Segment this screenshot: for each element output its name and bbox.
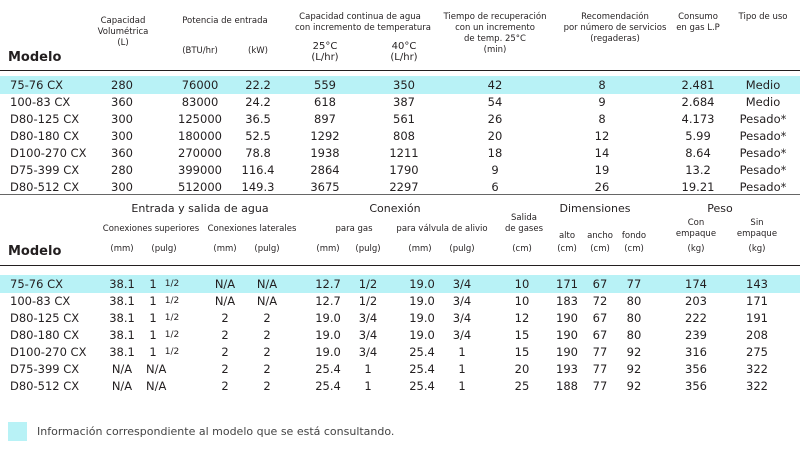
cell-al-pulg: 3/4 — [452, 294, 472, 308]
cell-modelo: D75-399 CX — [10, 163, 80, 177]
al-mm-unit: (mm) — [408, 244, 432, 254]
cell-capacidad: 300 — [111, 112, 133, 126]
cell-con-empaque: 356 — [685, 379, 707, 393]
cell-con-empaque: 203 — [685, 294, 707, 308]
btu-unit: (BTU/hr) — [182, 46, 218, 56]
cell-btu: 180000 — [178, 129, 222, 143]
dimensiones-title: Dimensiones — [559, 202, 631, 215]
cell-gas-mm: 19.0 — [315, 311, 341, 325]
cell-sin-empaque: 191 — [746, 311, 768, 325]
table-row — [0, 344, 800, 361]
cell-uso: Pesado* — [739, 180, 787, 194]
cell-ancho: 67 — [592, 328, 608, 342]
cell-lat-mm: N/A — [214, 277, 236, 291]
cell-gas-mm: 19.0 — [315, 345, 341, 359]
recomendacion-header: Recomendación por número de servicios (regaderas) — [563, 12, 667, 44]
table-row — [0, 310, 800, 327]
cell-ancho: 77 — [592, 345, 608, 359]
cell-lat-pulg: N/A — [256, 294, 278, 308]
cell-servicios: 8 — [598, 112, 606, 126]
sin-header: Sin empaque — [736, 218, 778, 239]
cell-sup-mm: N/A — [111, 362, 133, 376]
cell-recuperacion: 18 — [487, 146, 503, 160]
cell-uso: Pesado* — [739, 163, 787, 177]
cell-sin-empaque: 275 — [746, 345, 768, 359]
cell-uso: Medio — [745, 78, 781, 92]
salida-cm-unit: (cm) — [512, 244, 532, 254]
cell-sin-empaque: 143 — [746, 277, 768, 291]
cell-gas-mm: 12.7 — [315, 277, 341, 291]
cell-servicios: 12 — [594, 129, 610, 143]
cell-gas-mm: 25.4 — [315, 379, 341, 393]
cell-t25: 1292 — [310, 129, 340, 143]
cell-gas-pulg: 3/4 — [358, 345, 378, 359]
cell-sup-frac: 1/2 — [164, 330, 180, 340]
cell-al-mm: 19.0 — [409, 277, 435, 291]
cell-uso: Pesado* — [739, 129, 787, 143]
cell-alto: 193 — [556, 362, 578, 376]
cell-servicios: 26 — [594, 180, 610, 194]
cell-modelo: 75-76 CX — [10, 277, 63, 291]
cell-ancho: 67 — [592, 277, 608, 291]
cell-gas-pulg: 3/4 — [358, 328, 378, 342]
cell-lat-pulg: 2 — [263, 328, 271, 342]
gas-pulg-unit: (pulg) — [355, 244, 381, 254]
cell-kw: 22.2 — [245, 78, 271, 92]
cell-fondo: 92 — [626, 345, 642, 359]
alto-header: alto — [558, 231, 576, 241]
cell-consumo: 4.173 — [681, 112, 715, 126]
potencia-header: Potencia de entrada — [182, 16, 268, 26]
cell-capacidad: 280 — [111, 78, 133, 92]
cell-modelo: D80-180 CX — [10, 328, 80, 342]
conexion-title: Conexión — [369, 202, 421, 215]
cell-capacidad: 300 — [111, 129, 133, 143]
cell-sup-mm: 38.1 — [109, 328, 135, 342]
cell-gas-mm: 12.7 — [315, 294, 341, 308]
cell-modelo: D75-399 CX — [10, 362, 80, 376]
cell-recuperacion: 20 — [487, 129, 503, 143]
cell-al-pulg: 1 — [458, 362, 466, 376]
al-pulg-unit: (pulg) — [449, 244, 475, 254]
fondo-header: fondo — [621, 231, 647, 241]
table-row — [0, 162, 800, 179]
cell-t25: 3675 — [310, 180, 340, 194]
cell-al-mm: 19.0 — [409, 311, 435, 325]
modelo-header: Modelo — [8, 50, 62, 65]
cell-al-mm: 25.4 — [409, 345, 435, 359]
cell-con-empaque: 174 — [685, 277, 707, 291]
con-header: Con empaque — [675, 218, 717, 239]
cell-sup-mm: 38.1 — [109, 277, 135, 291]
cell-fondo: 77 — [626, 277, 642, 291]
cell-btu: 76000 — [181, 78, 219, 92]
cell-salida: 10 — [514, 294, 530, 308]
cell-consumo: 2.684 — [681, 95, 715, 109]
cell-salida: 10 — [514, 277, 530, 291]
cell-sup-frac: 1/2 — [164, 313, 180, 323]
cell-lat-mm: N/A — [214, 294, 236, 308]
cell-modelo: D80-125 CX — [10, 311, 80, 325]
gas-header: para gas — [335, 224, 373, 234]
cell-t40: 1211 — [389, 146, 419, 160]
table-row — [0, 327, 800, 344]
cell-lat-mm: 2 — [221, 379, 229, 393]
uso-header: Tipo de uso — [738, 12, 788, 22]
cell-con-empaque: 316 — [685, 345, 707, 359]
cell-gas-mm: 25.4 — [315, 362, 341, 376]
alto-cm-unit: (cm) — [557, 244, 577, 254]
cell-modelo: D100-270 CX — [10, 345, 87, 359]
cell-lat-pulg: N/A — [256, 277, 278, 291]
cell-kw: 78.8 — [245, 146, 271, 160]
sup-header: Conexiones superiores — [102, 224, 200, 234]
cell-ancho: 67 — [592, 311, 608, 325]
cell-servicios: 8 — [598, 78, 606, 92]
cell-capacidad: 360 — [111, 95, 133, 109]
capacidad-header: Capacidad Volumétrica (L) — [97, 16, 149, 48]
cell-fondo: 92 — [626, 362, 642, 376]
cell-gas-pulg: 3/4 — [358, 311, 378, 325]
table-row — [0, 128, 800, 145]
cell-sup-frac: 1/2 — [164, 279, 180, 289]
cell-sup-mm: 38.1 — [109, 294, 135, 308]
cell-con-empaque: 222 — [685, 311, 707, 325]
cell-salida: 25 — [514, 379, 530, 393]
cell-uso: Pesado* — [739, 146, 787, 160]
cell-t40: 808 — [393, 129, 415, 143]
cell-al-pulg: 1 — [458, 379, 466, 393]
cell-modelo: D80-125 CX — [10, 112, 80, 126]
cell-t40: 561 — [393, 112, 415, 126]
cell-salida: 20 — [514, 362, 530, 376]
cell-sup-pulg: N/A — [146, 362, 167, 376]
cell-gas-pulg: 1 — [364, 362, 372, 376]
cell-consumo: 8.64 — [685, 146, 711, 160]
cell-sup-pulg: 1 — [149, 311, 157, 325]
fondo-cm-unit: (cm) — [624, 244, 644, 254]
cell-fondo: 80 — [626, 311, 642, 325]
cell-kw: 52.5 — [245, 129, 271, 143]
cell-gas-pulg: 1/2 — [358, 294, 378, 308]
cell-t25: 2864 — [310, 163, 340, 177]
cell-lat-mm: 2 — [221, 362, 229, 376]
cell-con-empaque: 356 — [685, 362, 707, 376]
legend-swatch — [8, 422, 27, 441]
cell-sup-pulg: 1 — [149, 328, 157, 342]
cell-gas-mm: 19.0 — [315, 328, 341, 342]
cell-t40: 1790 — [389, 163, 419, 177]
peso-title: Peso — [707, 202, 733, 215]
cell-sup-pulg: 1 — [149, 294, 157, 308]
cell-sup-frac: 1/2 — [164, 296, 180, 306]
cell-btu: 125000 — [178, 112, 222, 126]
cell-kw: 149.3 — [241, 180, 275, 194]
cell-consumo: 2.481 — [681, 78, 715, 92]
cell-alto: 190 — [556, 311, 578, 325]
cell-capacidad: 300 — [111, 180, 133, 194]
salida-header: Salida de gases — [504, 213, 544, 234]
cell-t25: 559 — [314, 78, 336, 92]
cell-lat-mm: 2 — [221, 328, 229, 342]
cell-al-mm: 25.4 — [409, 362, 435, 376]
cell-sup-pulg: 1 — [149, 345, 157, 359]
cell-lat-pulg: 2 — [263, 379, 271, 393]
cell-servicios: 9 — [598, 95, 606, 109]
table1-bottom-rule — [0, 194, 800, 195]
cell-salida: 15 — [514, 328, 530, 342]
modelo-header-2: Modelo — [8, 244, 62, 259]
cell-capacidad: 280 — [111, 163, 133, 177]
cell-modelo: 100-83 CX — [10, 95, 71, 109]
cell-recuperacion: 42 — [487, 78, 503, 92]
cell-fondo: 92 — [626, 379, 642, 393]
sup-pulg-unit: (pulg) — [151, 244, 177, 254]
cell-t40: 350 — [393, 78, 415, 92]
cell-btu: 512000 — [178, 180, 222, 194]
cell-modelo: D80-512 CX — [10, 379, 80, 393]
cell-kw: 24.2 — [245, 95, 271, 109]
cell-alto: 183 — [556, 294, 578, 308]
cell-alto: 190 — [556, 345, 578, 359]
cell-uso: Medio — [745, 95, 781, 109]
ancho-cm-unit: (cm) — [590, 244, 610, 254]
cell-modelo: 75-76 CX — [10, 78, 63, 92]
cell-modelo: D80-180 CX — [10, 129, 80, 143]
cell-btu: 399000 — [178, 163, 222, 177]
cell-recuperacion: 26 — [487, 112, 503, 126]
cell-consumo: 5.99 — [685, 129, 711, 143]
cell-ancho: 72 — [592, 294, 608, 308]
cell-ancho: 77 — [592, 362, 608, 376]
cell-gas-pulg: 1 — [364, 379, 372, 393]
cell-sup-pulg: N/A — [146, 379, 167, 393]
sup-mm-unit: (mm) — [110, 244, 134, 254]
cell-fondo: 80 — [626, 294, 642, 308]
cell-t25: 897 — [314, 112, 336, 126]
cell-uso: Pesado* — [739, 112, 787, 126]
cell-sup-frac: 1/2 — [164, 347, 180, 357]
cell-lat-mm: 2 — [221, 345, 229, 359]
cell-t40: 387 — [393, 95, 415, 109]
table-row — [0, 145, 800, 162]
cell-recuperacion: 54 — [487, 95, 503, 109]
ancho-header: ancho — [587, 231, 613, 241]
table-row — [0, 94, 800, 111]
cell-btu: 270000 — [178, 146, 222, 160]
cell-ancho: 77 — [592, 379, 608, 393]
continua-header: Capacidad continua de agua con incremento de temperatura — [295, 12, 431, 33]
cell-t40: 2297 — [389, 180, 419, 194]
cell-al-mm: 25.4 — [409, 379, 435, 393]
t40-header: 40°C (L/hr) — [390, 41, 418, 63]
table1-divider — [0, 70, 800, 71]
cell-modelo: 100-83 CX — [10, 294, 71, 308]
cell-lat-mm: 2 — [221, 311, 229, 325]
cell-al-pulg: 3/4 — [452, 311, 472, 325]
cell-sin-empaque: 322 — [746, 379, 768, 393]
cell-salida: 12 — [514, 311, 530, 325]
legend-text: Información correspondiente al modelo que se está consultando. — [37, 425, 395, 438]
cell-al-mm: 19.0 — [409, 294, 435, 308]
cell-sin-empaque: 322 — [746, 362, 768, 376]
cell-capacidad: 360 — [111, 146, 133, 160]
cell-t25: 618 — [314, 95, 336, 109]
cell-kw: 116.4 — [241, 163, 275, 177]
con-kg-unit: (kg) — [687, 244, 705, 254]
table-row — [0, 378, 800, 395]
cell-recuperacion: 6 — [491, 180, 499, 194]
cell-consumo: 19.21 — [681, 180, 715, 194]
sin-kg-unit: (kg) — [748, 244, 766, 254]
cell-alto: 188 — [556, 379, 578, 393]
cell-kw: 36.5 — [245, 112, 271, 126]
cell-t25: 1938 — [310, 146, 340, 160]
cell-lat-pulg: 2 — [263, 345, 271, 359]
cell-sup-mm: 38.1 — [109, 345, 135, 359]
cell-sup-mm: N/A — [111, 379, 133, 393]
cell-alto: 190 — [556, 328, 578, 342]
alivio-header: para válvula de alivio — [396, 224, 488, 234]
cell-al-pulg: 1 — [458, 345, 466, 359]
lat-header: Conexiones laterales — [207, 224, 297, 234]
cell-con-empaque: 239 — [685, 328, 707, 342]
cell-btu: 83000 — [181, 95, 219, 109]
cell-sup-mm: 38.1 — [109, 311, 135, 325]
cell-lat-pulg: 2 — [263, 311, 271, 325]
cell-sin-empaque: 208 — [746, 328, 768, 342]
cell-al-pulg: 3/4 — [452, 277, 472, 291]
cell-gas-pulg: 1/2 — [358, 277, 378, 291]
cell-lat-pulg: 2 — [263, 362, 271, 376]
cell-fondo: 80 — [626, 328, 642, 342]
cell-modelo: D80-512 CX — [10, 180, 80, 194]
cell-sup-pulg: 1 — [149, 277, 157, 291]
table-row — [0, 361, 800, 378]
table-row — [0, 77, 800, 94]
table2-divider — [0, 265, 800, 266]
cell-servicios: 19 — [594, 163, 610, 177]
recuperacion-header: Tiempo de recuperación con un incremento de temp. 25°C (min) — [443, 12, 547, 55]
cell-servicios: 14 — [594, 146, 610, 160]
cell-alto: 171 — [556, 277, 578, 291]
cell-al-pulg: 3/4 — [452, 328, 472, 342]
table-row — [0, 293, 800, 310]
t25-header: 25°C (L/hr) — [311, 41, 339, 63]
cell-modelo: D100-270 CX — [10, 146, 87, 160]
cell-consumo: 13.2 — [685, 163, 711, 177]
table-row — [0, 111, 800, 128]
kw-unit: (kW) — [248, 46, 268, 56]
gas-mm-unit: (mm) — [316, 244, 340, 254]
lat-pulg-unit: (pulg) — [254, 244, 280, 254]
consumo-header: Consumo en gas L.P — [676, 12, 720, 33]
cell-sin-empaque: 171 — [746, 294, 768, 308]
cell-al-mm: 19.0 — [409, 328, 435, 342]
entrada-salida-title: Entrada y salida de agua — [131, 202, 269, 215]
table-row — [0, 276, 800, 293]
lat-mm-unit: (mm) — [213, 244, 237, 254]
cell-recuperacion: 9 — [491, 163, 499, 177]
cell-salida: 15 — [514, 345, 530, 359]
